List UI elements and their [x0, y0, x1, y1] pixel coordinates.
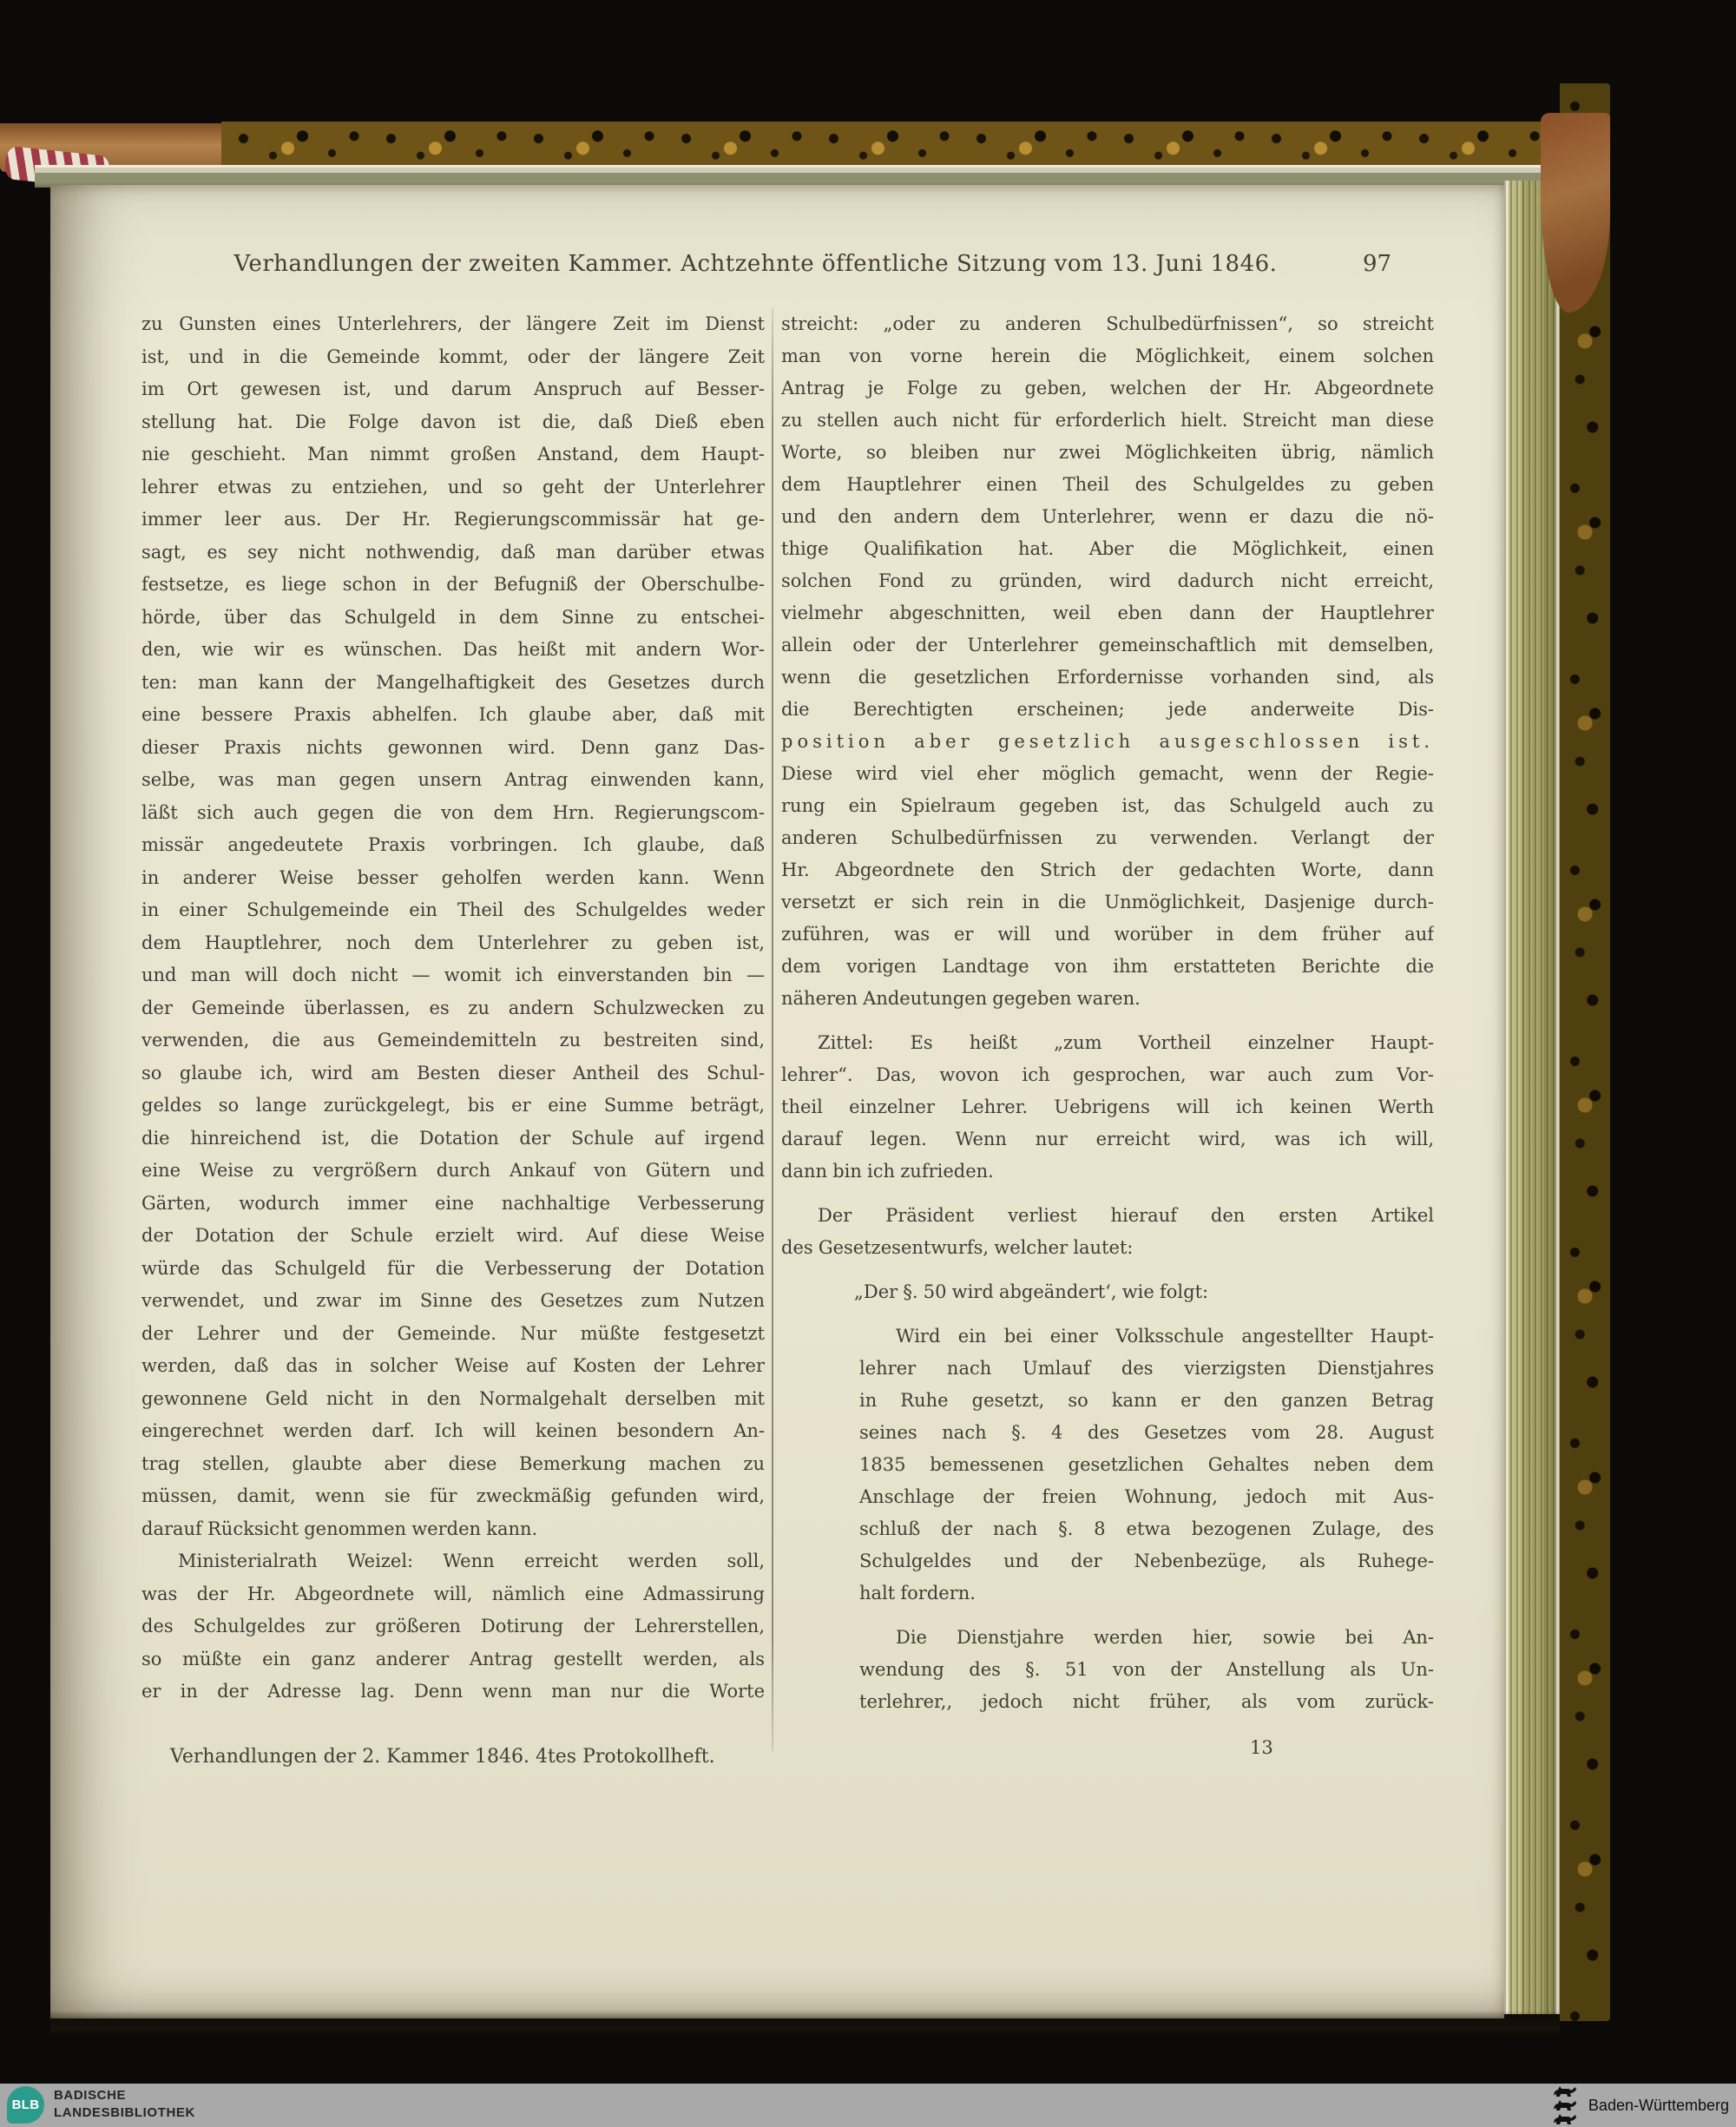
text-line: im Ort gewesen ist, und darum Anspruch auf Besser- — [141, 379, 765, 399]
text-line: lehrer nach Umlauf des vierzigsten Dienstjahres — [859, 1358, 1434, 1379]
text-line: thige Qualifikation hat. Aber die Möglichkeit, einen — [781, 538, 1434, 559]
text-line: nie geschieht. Man nimmt großen Anstand, dem Haupt- — [141, 444, 765, 464]
text-line: terlehrer,, jedoch nicht früher, als vom zurück- — [859, 1691, 1434, 1712]
text-line: eine Weise zu vergrößern durch Ankauf von Gütern und — [141, 1160, 765, 1181]
text-line: in anderer Weise besser geholfen werden kann. Wenn — [141, 866, 765, 888]
library-name-line2: LANDESBIBLIOTHEK — [54, 2105, 195, 2120]
text-line: er in der Adresse lag. Denn wenn man nur die Worte — [141, 1681, 765, 1702]
text-line: stellung hat. Die Folge davon ist die, daß Dieß eben — [141, 411, 765, 432]
state-branding — [1552, 2084, 1729, 2127]
book-fore-edge — [1504, 181, 1560, 2014]
text-line: ist, und in die Gemeinde kommt, oder der längere Zeit — [141, 346, 765, 367]
text-line: läßt sich auch gegen die von dem Hrn. Regierungscom- — [141, 801, 765, 823]
page-bottom-shadow — [50, 2011, 1560, 2037]
text-line: dem vorigen Landtage von ihm erstatteten Berichte die — [781, 956, 1434, 977]
text-line: Hr. Abgeordnete den Strich der gedachten Worte, dann — [781, 859, 1434, 880]
text-line: halt fordern. — [859, 1583, 976, 1603]
text-line: geldes so lange zurückgelegt, bis er eine Summe beträgt, — [141, 1095, 765, 1116]
text-line: immer leer aus. Der Hr. Regierungscommissär hat ge- — [141, 509, 765, 530]
text-line: und man will doch nicht — womit ich einverstanden bin — — [141, 965, 765, 985]
right-text-column — [781, 308, 1434, 1764]
text-line: in Ruhe gesetzt, so kann er den ganzen Betrag — [859, 1390, 1434, 1411]
text-line: näheren Andeutungen gegeben waren. — [781, 988, 1141, 1009]
text-line: theil einzelner Lehrer. Uebrigens will ich keinen Werth — [781, 1096, 1434, 1117]
blb-logo-abbr: BLB — [11, 2097, 40, 2112]
text-line: die hinreichend ist, die Dotation der Schule auf irgend — [141, 1127, 765, 1149]
text-line: werden, daß das in solcher Weise auf Kosten der Lehrer — [141, 1355, 765, 1376]
text-line: dem Hauptlehrer einen Theil des Schulgeldes zu geben — [781, 474, 1434, 495]
text-line: „Der §. 50 wird abgeändert‘, wie folgt: — [854, 1281, 1209, 1302]
text-line: würde das Schulgeld für die Verbesserung der Dotation — [141, 1257, 765, 1279]
text-line: streicht: „oder zu anderen Schulbedürfnissen“, so streicht — [781, 313, 1434, 334]
text-line: Die Dienstjahre werden hier, sowie bei An- — [896, 1627, 1434, 1648]
running-title: Verhandlungen der zweiten Kammer. Achtzehnte öffentliche Sitzung vom 13. Juni 1846. — [233, 251, 1278, 277]
text-line: eine bessere Praxis abhelfen. Ich glaube aber, daß mit — [141, 704, 765, 725]
text-line: versetzt er sich rein in die Unmöglichkeit, Dasjenige durch- — [781, 892, 1434, 912]
text-line: den, wie wir es wünschen. Das heißt mit andern Wor- — [141, 639, 765, 660]
text-line: selbe, was man gegen unsern Antrag einwenden kann, — [141, 769, 765, 790]
text-line: Anschlage der freien Wohnung, jedoch mit Aus- — [859, 1486, 1434, 1507]
text-line: Wird ein bei einer Volksschule angestellter Haupt- — [896, 1326, 1434, 1347]
text-line: die Berechtigten erscheinen; jede anderweite Dis- — [781, 699, 1434, 720]
text-line: müssen, damit, wenn sie für zweckmäßig gefunden wird, — [141, 1485, 765, 1506]
text-line: trag stellen, glaubte aber diese Bemerkung machen zu — [141, 1452, 765, 1474]
text-line: darauf legen. Wenn nur erreicht wird, was ich will, — [781, 1129, 1434, 1149]
text-line: hörde, über das Schulgeld in dem Sinne zu entschei- — [141, 606, 765, 628]
text-line: allein oder der Unterlehrer gemeinschaftlich mit demselben, — [781, 635, 1434, 655]
scanned-page — [50, 185, 1504, 2018]
text-line: Schulgeldes und der Nebenbezüge, als Ruhege- — [859, 1551, 1434, 1571]
sheet-signature-number: 13 — [1250, 1737, 1273, 1758]
text-line: lehrer etwas zu entziehen, und so geht der Unterlehrer — [141, 476, 765, 497]
text-line: Gärten, wodurch immer eine nachhaltige Verbesserung — [141, 1192, 765, 1214]
text-line: festsetze, es liege schon in der Befugniß der Oberschulbe- — [141, 574, 765, 595]
page-number: 97 — [1363, 251, 1392, 277]
library-name — [54, 2087, 195, 2122]
library-name-line1: BADISCHE — [54, 2088, 127, 2103]
text-line: so glaube ich, wird am Besten dieser Antheil des Schul- — [141, 1062, 765, 1083]
text-line: eingerechnet werden darf. Ich will keinen besondern An- — [141, 1420, 765, 1441]
text-line: position aber gesetzlich ausgeschlossen ist. — [781, 731, 1434, 752]
text-line: zu stellen auch nicht für erforderlich hielt. Streicht man diese — [781, 410, 1434, 431]
volume-signature-line: Verhandlungen der 2. Kammer 1846. 4tes Protokollheft. — [170, 1746, 715, 1768]
text-line: zu Gunsten eines Unterlehrers, der längere Zeit im Dienst — [141, 313, 765, 334]
text-line: anderen Schulbedürfnissen zu verwenden. Verlangt der — [781, 827, 1434, 848]
text-line: Diese wird viel eher möglich gemacht, wenn der Regie- — [781, 763, 1434, 784]
text-line: verwendet, und zwar im Sinne des Gesetzes zum Nutzen — [141, 1290, 765, 1311]
library-footer-bar — [0, 2084, 1736, 2127]
text-line: seines nach §. 4 des Gesetzes vom 28. August — [859, 1422, 1434, 1443]
text-line: zuführen, was er will und worüber in dem früher auf — [781, 924, 1434, 945]
text-line: missär angedeutete Praxis vorbringen. Ich glaube, daß — [141, 834, 765, 855]
three-lions-icon — [1552, 2085, 1578, 2125]
text-line: dem Hauptlehrer, noch dem Unterlehrer zu geben ist, — [141, 932, 765, 953]
text-line: Zittel: Es heißt „zum Vortheil einzelner Haupt- — [818, 1032, 1434, 1053]
text-line: 1835 bemessenen gesetzlichen Gehaltes neben dem — [859, 1454, 1434, 1475]
text-line: der Gemeinde überlassen, es zu andern Schulzwecken zu — [141, 997, 765, 1018]
text-line: des Gesetzesentwurfs, welcher lautet: — [781, 1237, 1134, 1258]
text-line: so müßte ein ganz anderer Antrag gestellt werden, als — [141, 1648, 765, 1669]
text-line: Antrag je Folge zu geben, welchen der Hr. Abgeordnete — [781, 378, 1434, 398]
text-line: wendung des §. 51 von der Anstellung als Un- — [859, 1659, 1434, 1680]
text-line: vielmehr abgeschnitten, weil eben dann der Hauptlehrer — [781, 603, 1434, 623]
state-label: Baden-Württemberg — [1588, 2096, 1729, 2114]
text-line: lehrer“. Das, wovon ich gesprochen, war auch zum Vor- — [781, 1064, 1434, 1085]
text-line: des Schulgeldes zur größeren Dotirung der Lehrerstellen, — [141, 1616, 765, 1636]
text-line: der Dotation der Schule erzielt wird. Auf diese Weise — [141, 1225, 765, 1246]
text-line: und den andern dem Unterlehrer, wenn er dazu die nö- — [781, 506, 1434, 527]
left-text-column — [141, 308, 765, 1709]
text-line: gewonnene Geld nicht in den Normalgehalt derselben mit — [141, 1387, 765, 1409]
blb-logo-icon — [7, 2086, 44, 2124]
column-divider-rule — [772, 308, 773, 1751]
text-line: sagt, es sey nicht nothwendig, daß man darüber etwas — [141, 541, 765, 563]
book-top-marbled-cover-edge — [221, 122, 1591, 170]
text-line: dieser Praxis nichts gewonnen wird. Denn ganz Das- — [141, 736, 765, 758]
text-line: ten: man kann der Mangelhaftigkeit des Gesetzes durch — [141, 671, 765, 693]
text-line: was der Hr. Abgeordnete will, nämlich eine Admassirung — [141, 1583, 765, 1604]
text-line: Ministerialrath Weizel: Wenn erreicht werden soll, — [178, 1551, 765, 1571]
text-line: solchen Fond zu gründen, wird dadurch nicht erreicht, — [781, 570, 1434, 591]
text-line: man von vorne herein die Möglichkeit, einem solchen — [781, 346, 1434, 366]
text-line: dann bin ich zufrieden. — [781, 1161, 994, 1182]
text-line: wenn die gesetzlichen Erfordernisse vorhanden sind, als — [781, 667, 1434, 688]
text-line: Worte, so bleiben nur zwei Möglichkeiten übrig, nämlich — [781, 442, 1434, 463]
text-line: darauf Rücksicht genommen werden kann. — [141, 1518, 538, 1539]
text-line: der Lehrer und der Gemeinde. Nur müßte festgesetzt — [141, 1322, 765, 1344]
book-right-cover-marbled — [1560, 83, 1610, 2021]
text-line: in einer Schulgemeinde ein Theil des Schulgeldes weder — [141, 899, 765, 920]
text-line: rung ein Spielraum gegeben ist, das Schulgeld auch zu — [781, 795, 1434, 816]
text-line: verwenden, die aus Gemeindemitteln zu bestreiten sind, — [141, 1030, 765, 1050]
text-line: Der Präsident verliest hierauf den ersten Artikel — [818, 1205, 1434, 1226]
text-line: schluß der nach §. 8 etwa bezogenen Zulage, des — [859, 1518, 1434, 1539]
